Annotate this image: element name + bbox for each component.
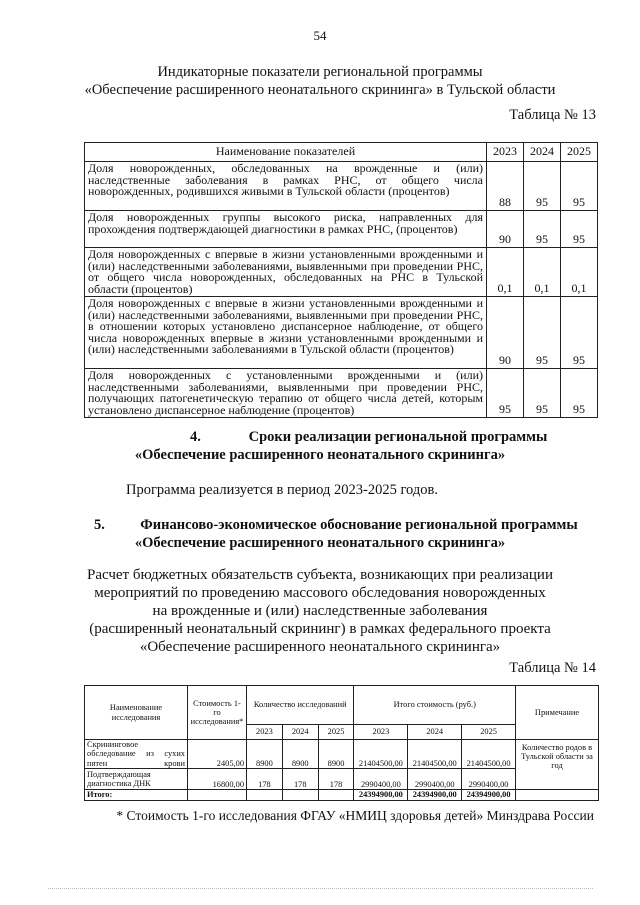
header-cost: Стоимость 1-го исследования* <box>188 686 247 740</box>
indicator-name: Доля новорожденных группы высокого риска, направленных для прохождения подтверждающей диагностики в рамках РНС, (процентов) <box>85 211 487 248</box>
empty-cell <box>247 790 283 801</box>
header-total: Итого стоимость (руб.) <box>354 686 516 725</box>
table-row <box>85 248 598 297</box>
table-row <box>85 740 599 769</box>
calc-line: мероприятий по проведению массового обследования новорожденных <box>94 585 546 601</box>
header-count: Количество исследований <box>247 686 354 725</box>
study-count: 178 <box>247 769 283 790</box>
empty-cell <box>516 790 599 801</box>
indicator-value: 90 <box>487 211 524 248</box>
header-year: 2025 <box>561 143 598 162</box>
header-year: 2023 <box>247 725 283 740</box>
scan-edge-divider <box>48 888 593 890</box>
header-note: Примечание <box>516 686 599 740</box>
empty-cell <box>318 790 354 801</box>
indicator-name: Доля новорожденных, обследованных на врожденные и (или) наследственные заболевания в рамках РНС, от общего числа новорожденных, родившихся живыми в Тульской области (процентов) <box>85 162 487 211</box>
page-number: 54 <box>313 28 327 43</box>
study-total: 21404500,00 <box>408 740 462 769</box>
indicator-value: 95 <box>524 297 561 369</box>
empty-cell <box>188 790 247 801</box>
table-header-row <box>85 686 599 725</box>
total-value: 24394900,00 <box>408 790 462 801</box>
indicator-name: Доля новорожденных с впервые в жизни установленными врожденными и (или) наследственными заболеваниями, выявленными при проведении РНС, в отношении которых установлено диспансерное наблюдение, от общего числа новорожденных впервые в жизни установленными врожденными и (или) наследственными заболеваниями в Тульской области (процентов) <box>85 297 487 369</box>
footnote: * Стоимость 1-го исследования ФГАУ «НМИЦ здоровья детей» Минздрава России <box>116 808 594 823</box>
table-row <box>85 211 598 248</box>
study-name: Скрининговое обследование из сухих пятен крови <box>85 740 188 769</box>
empty-cell <box>282 790 318 801</box>
header-year: 2024 <box>282 725 318 740</box>
total-value: 24394900,00 <box>354 790 408 801</box>
section5-title: Финансово-экономическое обоснование региональной программы <box>140 517 578 533</box>
study-cost: 16800,00 <box>188 769 247 790</box>
indicator-value: 95 <box>524 211 561 248</box>
total-value: 24394900,00 <box>462 790 516 801</box>
header-name: Наименование исследования <box>85 686 188 740</box>
calc-line: «Обеспечение расширенного неонатального скрининга» <box>139 639 501 655</box>
calc-line: Расчет бюджетных обязательств субъекта, возникающих при реализации <box>87 567 553 583</box>
header-year: 2025 <box>318 725 354 740</box>
study-total: 2990400,00 <box>354 769 408 790</box>
budget-table <box>84 685 599 801</box>
indicator-value: 88 <box>487 162 524 211</box>
study-count: 178 <box>318 769 354 790</box>
header-year: 2024 <box>408 725 462 740</box>
indicator-value: 0,1 <box>487 248 524 297</box>
table-total-row <box>85 790 599 801</box>
indicator-value: 95 <box>561 297 598 369</box>
section4-text: Программа реализуется в период 2023-2025 годов. <box>126 482 438 498</box>
header-year: 2025 <box>462 725 516 740</box>
header-indicator-name: Наименование показателей <box>85 143 487 162</box>
study-note: Количество родов в Тульской области за год <box>516 740 599 790</box>
indicator-value: 0,1 <box>524 248 561 297</box>
section4-number: 4. <box>190 429 201 445</box>
study-total: 2990400,00 <box>408 769 462 790</box>
header-year: 2024 <box>524 143 561 162</box>
section5-subtitle: «Обеспечение расширенного неонатального скрининга» <box>134 535 506 551</box>
calc-line: (расширенный неонатальный скрининг) в рамках федерального проекта <box>89 621 551 637</box>
header-year: 2023 <box>487 143 524 162</box>
calc-description <box>40 566 600 656</box>
indicator-value: 95 <box>561 211 598 248</box>
indicators-heading-line1: Индикаторные показатели региональной программы <box>157 64 483 80</box>
total-label: Итого: <box>85 790 188 801</box>
indicators-table <box>84 142 598 418</box>
study-count: 8900 <box>282 740 318 769</box>
section4-title: Сроки реализации региональной программы <box>248 429 548 445</box>
study-cost: 2405,00 <box>188 740 247 769</box>
table-row <box>85 297 598 369</box>
indicator-value: 90 <box>487 297 524 369</box>
indicators-heading <box>40 64 600 99</box>
indicator-value: 95 <box>561 162 598 211</box>
table13-label: Таблица № 13 <box>509 107 596 123</box>
study-name: Подтверждающая диагностика ДНК <box>85 769 188 790</box>
indicator-name: Доля новорожденных с впервые в жизни установленными врожденными и (или) наследственными заболеваниями, выявленными при проведении РНС, от общего числа новорожденных, обследованных на РНС в Тульской области (процентов) <box>85 248 487 297</box>
indicator-value: 0,1 <box>561 248 598 297</box>
study-count: 178 <box>282 769 318 790</box>
indicator-value: 95 <box>561 369 598 418</box>
indicator-name: Доля новорожденных с установленными врожденными и (или) наследственными заболеваниями, выявленными при проведении РНС, получающих патогенетическую терапию от общего числа детей, которым установлено диспансерное наблюдение (процентов) <box>85 369 487 418</box>
calc-line: на врожденные и (или) наследственные заболевания <box>152 603 488 619</box>
study-count: 8900 <box>318 740 354 769</box>
indicator-value: 95 <box>487 369 524 418</box>
table14-label: Таблица № 14 <box>509 660 596 676</box>
section5-number: 5. <box>94 517 105 533</box>
indicator-value: 95 <box>524 369 561 418</box>
header-year: 2023 <box>354 725 408 740</box>
study-count: 8900 <box>247 740 283 769</box>
table-row <box>85 162 598 211</box>
indicators-heading-line2: «Обеспечение расширенного неонатального скрининга» в Тульской области <box>84 82 556 98</box>
study-total: 21404500,00 <box>462 740 516 769</box>
table-header-row <box>85 143 598 162</box>
indicator-value: 95 <box>524 162 561 211</box>
table-row <box>85 369 598 418</box>
study-total: 21404500,00 <box>354 740 408 769</box>
section4-subtitle: «Обеспечение расширенного неонатального скрининга» <box>134 447 506 463</box>
study-total: 2990400,00 <box>462 769 516 790</box>
